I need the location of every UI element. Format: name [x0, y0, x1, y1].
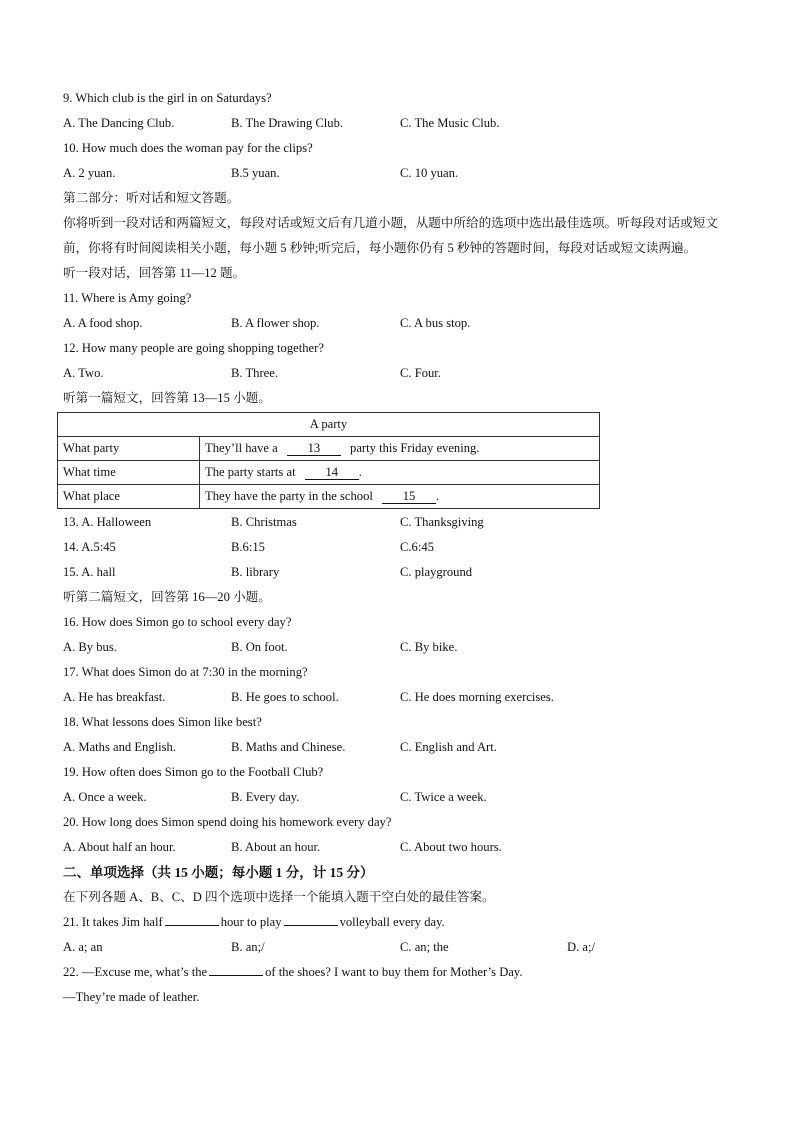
option-a: A. About half an hour.	[63, 840, 176, 854]
stem-text: 22. —Excuse me, what’s the	[63, 965, 208, 979]
row-label: What time	[58, 461, 200, 485]
row-content	[200, 485, 600, 509]
option-b: B. Three.	[231, 366, 278, 380]
question-14-options	[63, 535, 743, 560]
stem-text: volleyball every day.	[339, 915, 445, 929]
stem-text: of the shoes? I want to buy them for Mother’s Day.	[265, 965, 523, 979]
row-text: They have the party in the school	[205, 489, 373, 503]
part-two-heading: 第二部分：听对话和短文答题。	[63, 191, 240, 205]
question-10-stem: 10. How much does the woman pay for the clips?	[63, 141, 313, 155]
option-c: C. A bus stop.	[400, 316, 471, 330]
option-a: A. A food shop.	[63, 316, 143, 330]
table-row	[58, 437, 600, 461]
table-row	[58, 461, 600, 485]
option-a: A. Once a week.	[63, 790, 147, 804]
question-10-options	[63, 161, 743, 186]
blank-14: 14	[305, 465, 359, 480]
option-a: A. Maths and English.	[63, 740, 176, 754]
row-text: .	[358, 465, 362, 479]
blank-13: 13	[287, 441, 341, 456]
question-21-stem	[63, 910, 743, 935]
question-11-stem: 11. Where is Amy going?	[63, 291, 192, 305]
exam-page	[63, 86, 743, 1010]
option-a: 15. A. hall	[63, 565, 116, 579]
option-c: C.6:45	[400, 540, 434, 554]
option-b: B. Christmas	[231, 515, 297, 529]
answer-blank	[165, 912, 219, 926]
question-22-reply: —They’re made of leather.	[63, 990, 200, 1004]
row-label: What party	[58, 437, 200, 461]
question-22-stem	[63, 960, 743, 985]
question-20-stem: 20. How long does Simon spend doing his homework every day?	[63, 815, 392, 829]
party-table-title: A party	[58, 413, 600, 437]
question-17-options	[63, 685, 743, 710]
option-b: B. Every day.	[231, 790, 300, 804]
option-b: B. On foot.	[231, 640, 288, 654]
option-b: B.5 yuan.	[231, 166, 280, 180]
table-row	[58, 485, 600, 509]
part-two-instructions: 你将听到一段对话和两篇短文，每段对话或短文后有几道小题，从题中所给的选项中选出最佳选项。听每段对话或短文前，你将有时间阅读相关小题，每小题 5 秒钟;听完后，每小题你仍有 5 秒钟的答题时间，每段对话或短文读两遍。	[63, 216, 718, 255]
option-a: A. He has breakfast.	[63, 690, 166, 704]
question-12-stem: 12. How many people are going shopping together?	[63, 341, 324, 355]
row-text: They’ll have a	[205, 441, 278, 455]
question-13-options	[63, 510, 743, 535]
question-17-stem: 17. What does Simon do at 7:30 in the morning?	[63, 665, 308, 679]
question-9-options	[63, 111, 743, 136]
question-16-options	[63, 635, 743, 660]
row-content	[200, 461, 600, 485]
option-a: 13. A. Halloween	[63, 515, 152, 529]
option-c: C. 10 yuan.	[400, 166, 459, 180]
row-text: party this Friday evening.	[350, 441, 480, 455]
question-19-options	[63, 785, 743, 810]
question-16-stem: 16. How does Simon go to school every day?	[63, 615, 292, 629]
question-12-options	[63, 361, 743, 386]
option-b: B. About an hour.	[231, 840, 321, 854]
row-text: .	[436, 489, 440, 503]
passage-one-intro: 听第一篇短文，回答第 13—15 小题。	[63, 391, 271, 405]
row-label: What place	[58, 485, 200, 509]
option-a: A. The Dancing Club.	[63, 116, 175, 130]
section-two-instructions: 在下列各题 A、B、C、D 四个选项中选择一个能填入题干空白处的最佳答案。	[63, 890, 495, 904]
option-a: 14. A.5:45	[63, 540, 116, 554]
option-c: C. He does morning exercises.	[400, 690, 554, 704]
option-d: D. a;/	[567, 940, 595, 954]
row-content	[200, 437, 600, 461]
option-c: C. Twice a week.	[400, 790, 487, 804]
answer-blank	[209, 962, 263, 976]
passage-two-intro: 听第二篇短文，回答第 16—20 小题。	[63, 590, 271, 604]
dialogue-intro: 听一段对话，回答第 11—12 题。	[63, 266, 246, 280]
option-b: B. Maths and Chinese.	[231, 740, 346, 754]
option-b: B. A flower shop.	[231, 316, 320, 330]
option-b: B. The Drawing Club.	[231, 116, 344, 130]
option-c: C. English and Art.	[400, 740, 497, 754]
question-15-options	[63, 560, 743, 585]
option-b: B. library	[231, 565, 280, 579]
question-18-stem: 18. What lessons does Simon like best?	[63, 715, 262, 729]
question-18-options	[63, 735, 743, 760]
stem-text: hour to play	[220, 915, 282, 929]
row-text: The party starts at	[205, 465, 296, 479]
option-c: C. The Music Club.	[400, 116, 500, 130]
option-c: C. About two hours.	[400, 840, 502, 854]
question-20-options	[63, 835, 743, 860]
option-a: A. By bus.	[63, 640, 117, 654]
option-b: B. an;/	[231, 940, 265, 954]
option-a: A. 2 yuan.	[63, 166, 116, 180]
option-c: C. an; the	[400, 940, 449, 954]
option-a: A. a; an	[63, 940, 103, 954]
option-c: C. By bike.	[400, 640, 458, 654]
option-a: A. Two.	[63, 366, 104, 380]
party-table	[57, 412, 600, 509]
question-9-stem: 9. Which club is the girl in on Saturdays?	[63, 91, 272, 105]
option-b: B.6:15	[231, 540, 265, 554]
blank-15: 15	[382, 489, 436, 504]
option-c: C. Four.	[400, 366, 441, 380]
option-c: C. playground	[400, 565, 473, 579]
stem-text: 21. It takes Jim half	[63, 915, 163, 929]
answer-blank	[284, 912, 338, 926]
question-11-options	[63, 311, 743, 336]
option-b: B. He goes to school.	[231, 690, 339, 704]
question-19-stem: 19. How often does Simon go to the Football Club?	[63, 765, 324, 779]
option-c: C. Thanksgiving	[400, 515, 484, 529]
question-21-options	[63, 935, 743, 960]
section-two-heading: 二、单项选择（共 15 小题；每小题 1 分，计 15 分）	[63, 865, 374, 880]
